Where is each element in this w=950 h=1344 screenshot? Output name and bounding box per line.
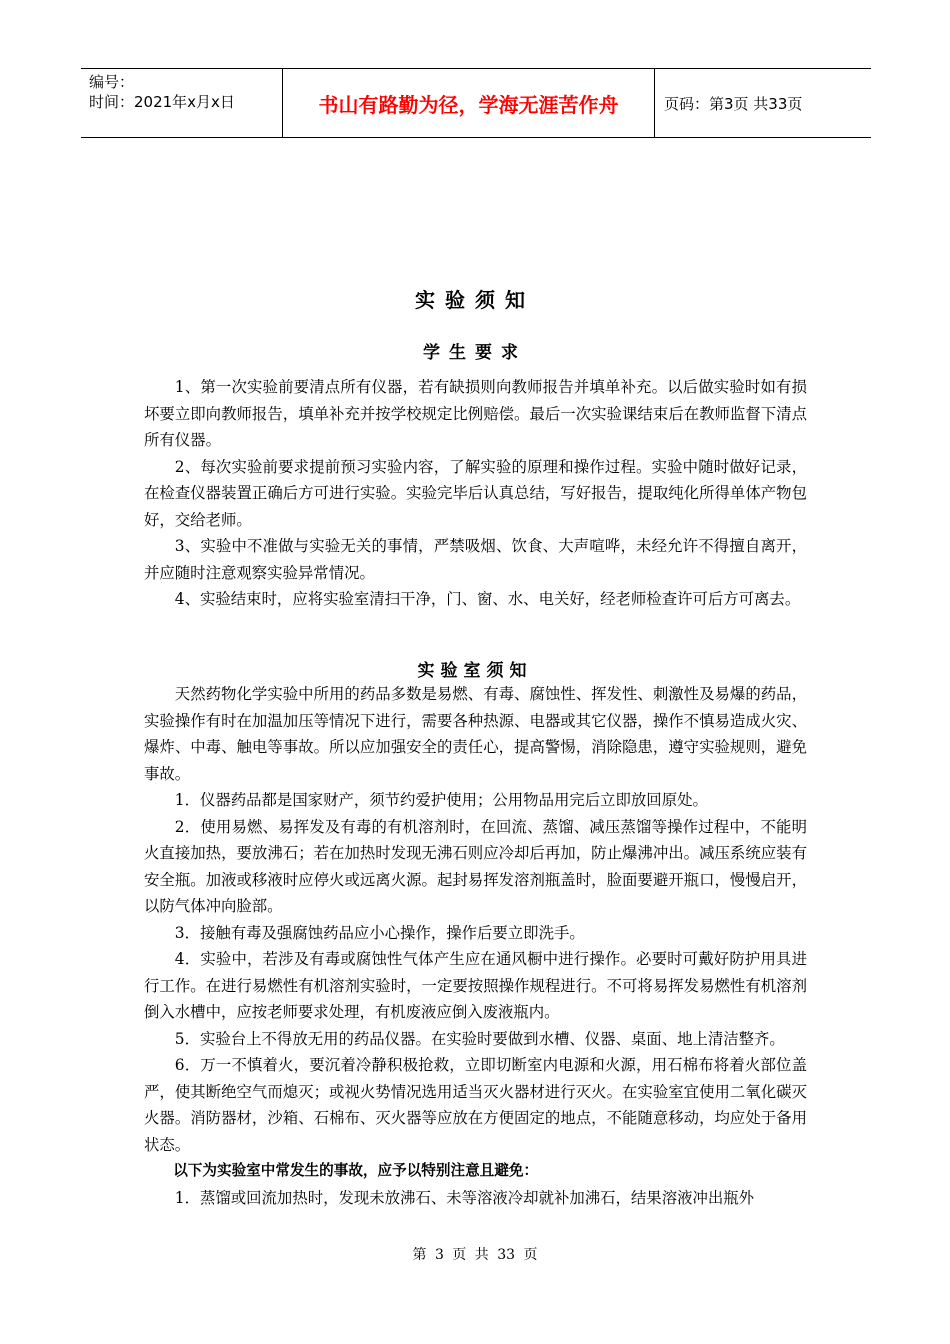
- page-footer: 第 3 页 共 33 页: [412, 1247, 538, 1263]
- accident-item: 1．蒸馏或回流加热时，发现未放沸石、未等溶液冷却就补加沸石，结果溶液冲出瓶外: [174, 1188, 755, 1207]
- lab-rule: 5．实验台上不得放无用的药品仪器。在实验时要做到水槽、仪器、桌面、地上清洁整齐。: [174, 1029, 785, 1048]
- requirement-paragraph: 3、实验中不准做与实验无关的事情，严禁吸烟、饮食、大声喧哗，未经允许不得擅自离开，并应随时注意观察实验异常情况。: [144, 537, 807, 582]
- lab-rule: 1．仪器药品都是国家财产，须节约爱护使用；公用物品用完后立即放回原处。: [174, 791, 708, 809]
- header-motto: 书山有路勤为径，学海无涯苦作舟: [283, 69, 655, 137]
- lab-notice-body: [144, 681, 807, 1211]
- lab-notice-intro: 天然药物化学实验中所用的药品多数是易燃、有毒、腐蚀性、挥发性、刺激性及易爆的药品，实验操作有时在加温加压等情况下进行，需要各种热源、电器或其它仪器，操作不慎易造成火灾、爆炸、中毒、触电等事故。所以应加强安全的责任心，提高警惕，消除隐患，遵守实验规则，避免事故。: [144, 685, 807, 783]
- lab-rule: 4．实验中，若涉及有毒或腐蚀性气体产生应在通风橱中进行操作。必要时可戴好防护用具进行工作。在进行易燃性有机溶剂实验时，一定要按照操作规程进行。不可将易挥发易燃性有机溶剂倒入水槽中，应按老师要求处理，有机废液应倒入废液瓶内。: [144, 950, 807, 1021]
- requirement-paragraph: 2、每次实验前要求提前预习实验内容，了解实验的原理和操作过程。实验中随时做好记录，在检查仪器装置正确后方可进行实验。实验完毕后认真总结，写好报告，提取纯化所得单体产物包好，交给老师。: [144, 457, 807, 529]
- header-page-info: 页码：第3页 共33页: [664, 94, 803, 113]
- requirement-paragraph: 4、实验结束时，应将实验室清扫干净，门、窗、水、电关好，经老师检查许可后方可离去。: [174, 590, 801, 608]
- lab-rule: 3．接触有毒及强腐蚀药品应小心操作，操作后要立即洗手。: [174, 923, 585, 942]
- accident-warning: 以下为实验室中常发生的事故，应予以特别注意且避免：: [173, 1162, 539, 1179]
- section-heading-student-requirements: 学生要求: [423, 343, 527, 363]
- header-meta: [81, 69, 283, 137]
- date-label: 时间：2021年x月x日: [89, 93, 235, 111]
- number-label: 编号：: [89, 73, 135, 91]
- page-title: 实验须知: [415, 288, 535, 312]
- page-header: [81, 68, 871, 138]
- section-heading-lab-notice: 实验室须知: [417, 661, 533, 681]
- student-requirements-body: [144, 374, 807, 613]
- lab-rule: 2．使用易燃、易挥发及有毒的有机溶剂时，在回流、蒸馏、减压蒸馏等操作过程中，不能明火直接加热，要放沸石；若在加热时发现无沸石则应冷却后再加，防止爆沸冲出。减压系统应装有安全瓶。加液或移液时应停火或远离火源。起封易挥发溶剂瓶盖时，脸面要避开瓶口，慢慢启开，以防气体冲向脸部。: [144, 817, 807, 915]
- requirement-paragraph: 1、第一次实验前要清点所有仪器，若有缺损则向教师报告并填单补充。以后做实验时如有损坏要立即向教师报告，填单补充并按学校规定比例赔偿。最后一次实验课结束后在教师监督下清点所有仪器。: [144, 378, 807, 449]
- lab-rule: 6．万一不慎着火，要沉着冷静积极抢救，立即切断室内电源和火源，用石棉布将着火部位盖严，使其断绝空气而熄灭；或视火势情况选用适当灭火器材进行灭火。在实验室宜使用二氧化碳灭火器。消防器材，沙箱、石棉布、灭火器等应放在方便固定的地点，不能随意移动，均应处于备用状态。: [144, 1056, 807, 1154]
